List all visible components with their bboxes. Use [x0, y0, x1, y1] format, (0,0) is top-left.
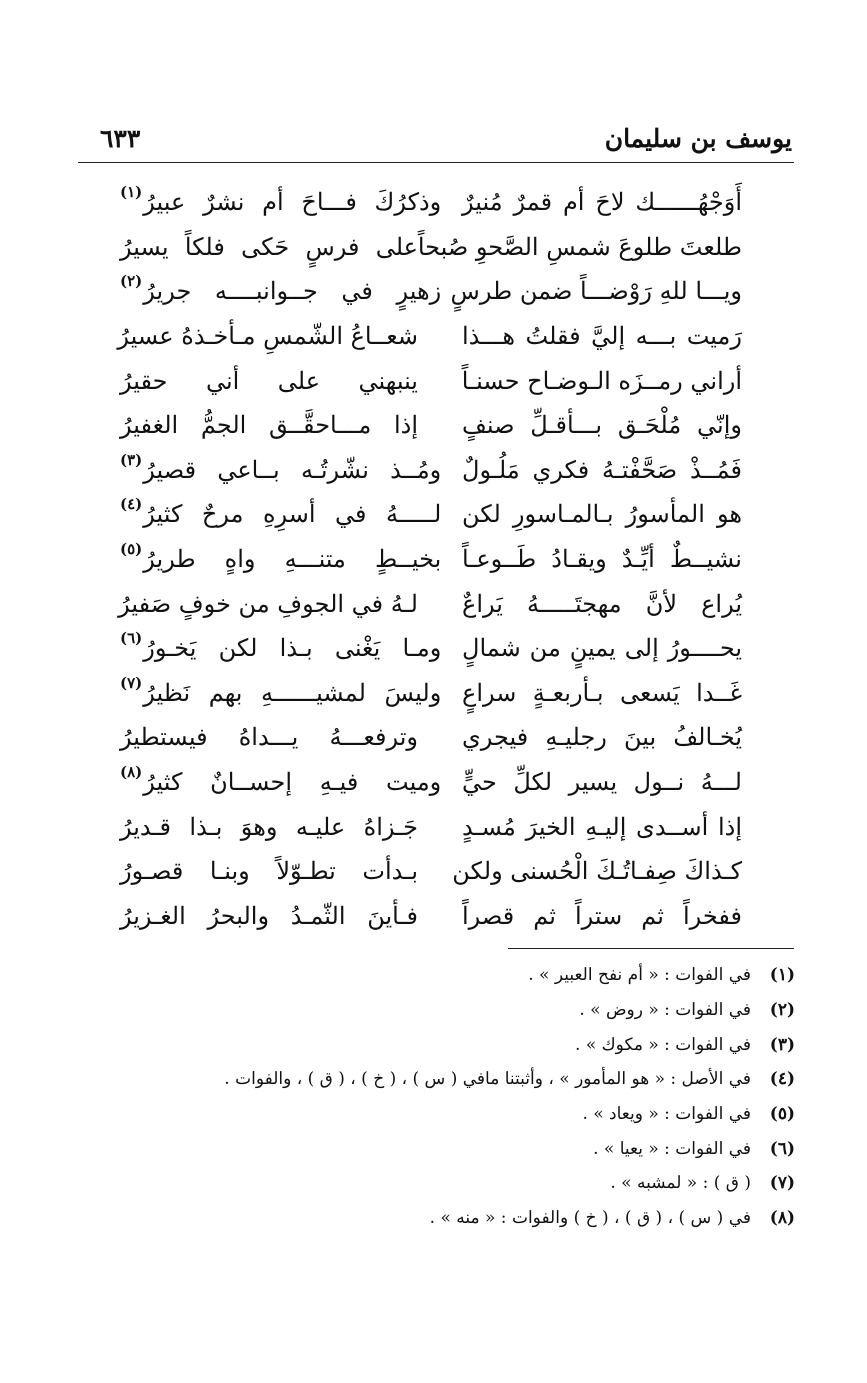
second-hemistich-wrap	[120, 763, 442, 797]
page-header	[78, 118, 794, 163]
first-hemistich: أراني رمــزَه الـوضـاح حسنـاً	[461, 366, 742, 395]
footnote-text: في الفوات : « مكوك » .	[575, 1034, 751, 1055]
first-hemistich: فَمُــذْ صَحَّفْتـهُ فكري مَلُـولٌ	[462, 455, 742, 484]
first-hemistich: يُخـالفُ بينَ رجليـهِ فيجري	[462, 723, 742, 752]
footnote-number: (٤)	[769, 1069, 795, 1090]
second-hemistich: لـــــهُ في أسرِهِ مرحٌ كثيرُ	[143, 500, 442, 529]
second-hemistich: جَـزاهُ عليـه وهوَ بـذا قـديرُ	[120, 812, 418, 841]
footnote	[115, 1027, 795, 1062]
footnote-text: ( ق ) : « لمشبه » .	[610, 1173, 751, 1194]
second-hemistich-wrap	[120, 901, 418, 931]
second-hemistich: على فرسٍ حَكى فلكاً يسيرُ	[120, 232, 418, 261]
verse-line	[120, 671, 742, 716]
second-hemistich: وليسَ لمشيــــــهِ بهم نَظيرُ	[143, 678, 442, 707]
footnote	[115, 1062, 795, 1097]
first-hemistich: نشيــطٌ أيِّـدٌ ويقـادُ طَــوعـاً	[462, 545, 742, 574]
poem	[117, 180, 742, 938]
verse-line	[120, 581, 742, 626]
first-hemistich: يحــــورُ إلى يمينٍ من شمالٍ	[462, 634, 742, 663]
first-hemistich: رَميت بـــه إليَّ فقلتُ هـــذا	[462, 322, 742, 351]
second-hemistich-wrap	[120, 856, 418, 886]
footnotes	[115, 958, 795, 1236]
second-hemistich-wrap	[117, 321, 418, 351]
second-hemistich-wrap	[120, 589, 418, 619]
second-hemistich-wrap	[120, 410, 418, 440]
footnote-number: (٢)	[769, 1000, 795, 1021]
second-hemistich-wrap	[120, 495, 442, 529]
first-hemistich: لـــهُ نــول يسير لكلِّ حيٍّ	[462, 768, 742, 797]
verse-line	[120, 492, 742, 537]
verse-line	[120, 849, 742, 894]
second-hemistich: زهيرٍ في جــوانبــــه جريرُ	[143, 277, 442, 306]
first-hemistich: وإنّي مُلْحَـق بـــأقـلِّ صنفٍ	[462, 411, 742, 440]
first-hemistich: كـذاكَ صِفـاتُـكَ الْحُسنى ولكن	[452, 857, 742, 886]
verse-line	[120, 403, 742, 448]
footnote-text: في ( س ) ، ( ق ) ، ( خ ) والفوات : « منه » .	[429, 1208, 751, 1229]
verse-line	[120, 894, 742, 939]
second-hemistich: بـدأت تطـوّلاً وبنـا قصـورُ	[120, 857, 418, 886]
second-hemistich-wrap	[120, 366, 418, 396]
second-hemistich: شعــاعُ الشّمسِ مـأخـذهُ عسيرُ	[117, 322, 418, 351]
first-hemistich: هو المأسورُ بـالمـاسورِ لكن	[462, 500, 742, 529]
second-hemistich-wrap	[120, 540, 442, 574]
verse-line	[120, 225, 742, 270]
verse-line	[120, 626, 742, 671]
second-hemistich: وذكرُكَ فـــاحَ أم نشرٌ عبيرُ	[143, 188, 442, 217]
footnote-marker[interactable]: (٣)	[120, 450, 143, 469]
footnote-number: (٧)	[769, 1173, 795, 1194]
footnote-text: في الفوات : « روض » .	[579, 1000, 751, 1021]
footnote	[115, 1131, 795, 1166]
second-hemistich: إذا مـــاحقَّــق الجمُّ الغفيرُ	[120, 411, 418, 440]
footnote	[115, 1201, 795, 1236]
second-hemistich: بخيــطٍ متنـــهِ واهٍ طريرُ	[143, 545, 442, 574]
second-hemistich: وترفعـــهُ يـــداهُ فيستطيرُ	[120, 723, 418, 752]
footnote-marker[interactable]: (٢)	[120, 272, 143, 291]
second-hemistich-wrap	[120, 722, 418, 752]
verse-line	[120, 715, 742, 760]
second-hemistich-wrap	[120, 629, 442, 663]
footnote-marker[interactable]: (١)	[120, 183, 143, 202]
second-hemistich-wrap	[120, 232, 418, 262]
page-number: ٦٣٣	[100, 124, 141, 153]
verse-line	[117, 314, 742, 359]
first-hemistich: يُراع لأنَّ مهجتَـــــهُ يَراعٌ	[462, 589, 742, 618]
footnote-number: (٨)	[769, 1208, 795, 1229]
second-hemistich: ومُــذ نشّرتُـه بــاعي قصيرُ	[143, 455, 442, 484]
running-title: يوسف بن سليمان	[604, 124, 792, 153]
footnote-marker[interactable]: (٥)	[120, 540, 143, 559]
footnote-text: في الفوات : « أم نفح العبير » .	[528, 965, 751, 986]
footnote-number: (٣)	[769, 1034, 795, 1055]
footnote	[115, 1166, 795, 1201]
verse-line	[120, 537, 742, 582]
footnote-number: (٦)	[769, 1138, 795, 1159]
footnote	[115, 993, 795, 1028]
footnote-divider	[508, 948, 794, 949]
first-hemistich: أَوَجْهُــــــك لاحَ أم قمرٌ مُنيرٌ	[462, 188, 742, 217]
first-hemistich: طلعتَ طلوعَ شمسِ الصَّحوِ صُبحاً	[417, 232, 742, 261]
footnote	[115, 1097, 795, 1132]
verse-line	[120, 804, 742, 849]
footnote-marker[interactable]: (٤)	[120, 495, 143, 514]
verse-line	[120, 760, 742, 805]
verse-line	[120, 448, 742, 493]
first-hemistich: غَــدا يَسعى بـأربعـةٍ سراعٍ	[462, 678, 742, 707]
second-hemistich-wrap	[120, 272, 442, 306]
verse-line	[120, 269, 742, 314]
footnote-text: في الفوات : « ويعاد » .	[582, 1104, 751, 1125]
second-hemistich: لـهُ في الجوفِ من خوفٍ صَفيرُ	[118, 589, 418, 618]
footnote-number: (١)	[769, 965, 795, 986]
second-hemistich: ومـا يَغْنى بـذا لكن يَخـورُ	[143, 634, 442, 663]
second-hemistich-wrap	[120, 450, 442, 485]
footnote-marker[interactable]: (٧)	[120, 673, 143, 692]
second-hemistich-wrap	[120, 183, 442, 217]
second-hemistich-wrap	[120, 673, 442, 708]
footnote-text: في الفوات : « يعيا » .	[593, 1138, 751, 1159]
verse-line	[120, 358, 742, 403]
first-hemistich: ففخراً ثم ستراً ثم قصراً	[462, 901, 742, 930]
footnote-number: (٥)	[769, 1104, 795, 1125]
footnote	[115, 958, 795, 993]
second-hemistich-wrap	[120, 812, 418, 842]
footnote-text: في الأصل : « هو المأمور » ، وأثبتنا مافي ( س ) ، ( خ ) ، ( ق ) ، والفوات .	[224, 1069, 751, 1090]
footnote-marker[interactable]: (٦)	[120, 629, 143, 648]
first-hemistich: ويـــا للهِ رَوْضـــاً ضمن طرسٍ	[450, 277, 742, 306]
second-hemistich: فـأينَ الثّمـدُ والبحرُ الغـزيرُ	[120, 901, 418, 930]
first-hemistich: إذا أســدى إليـهِ الخيرَ مُسـدٍ	[462, 812, 742, 841]
footnote-marker[interactable]: (٨)	[120, 763, 143, 782]
second-hemistich: وميت فيـهِ إحســانٌ كثيرُ	[143, 768, 442, 797]
verse-line	[120, 180, 742, 225]
second-hemistich: ينبهني على أني حقيرُ	[120, 366, 418, 395]
